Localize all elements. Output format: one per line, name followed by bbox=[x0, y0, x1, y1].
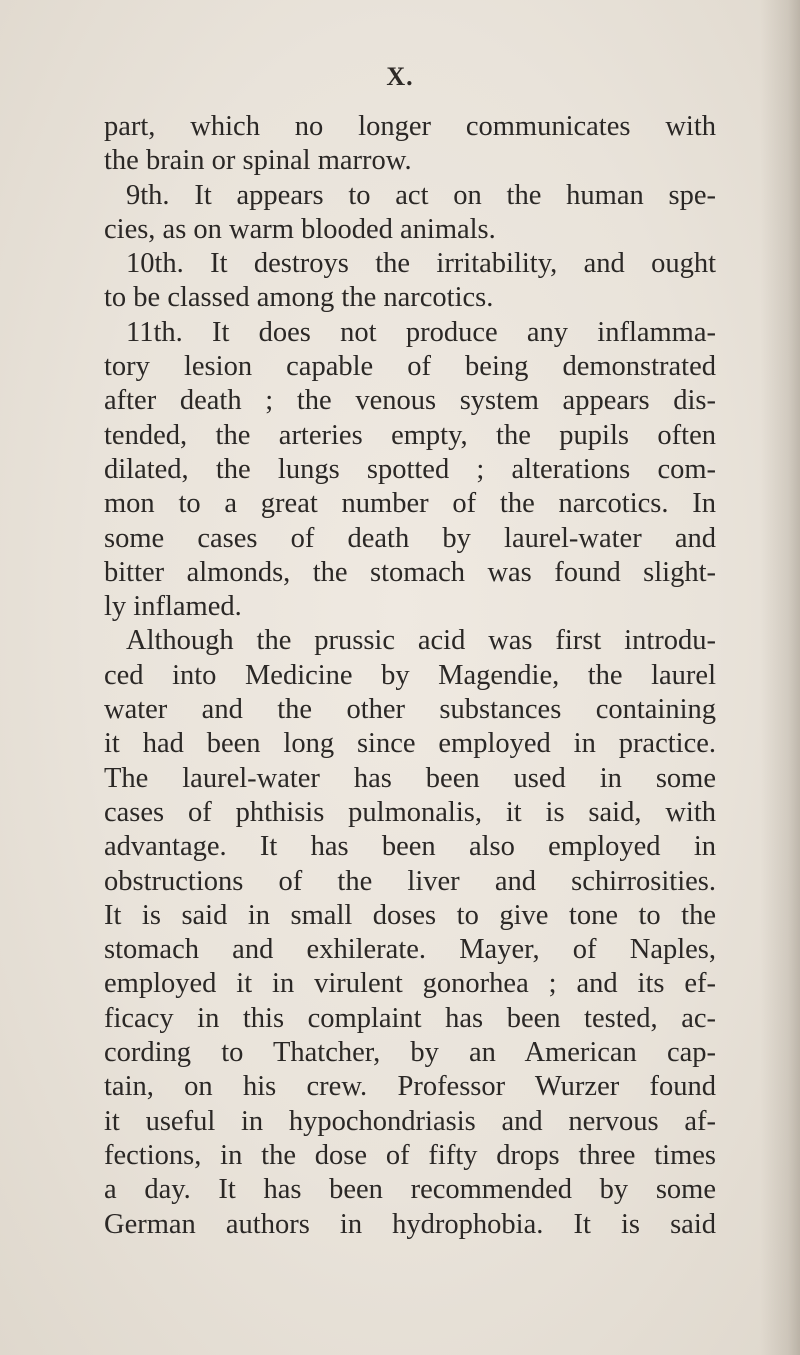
text-line: 10th. It destroys the irritability, and ought bbox=[126, 248, 716, 280]
text-line: cases of phthisis pulmonalis, it is said, with bbox=[104, 796, 716, 828]
text-line: mon to a great number of the narcotics. In bbox=[104, 488, 716, 520]
page-number: X. bbox=[386, 62, 414, 91]
text-line: 9th. It appears to act on the human spe- bbox=[126, 179, 716, 211]
text-line: fections, in the dose of fifty drops three times bbox=[104, 1139, 716, 1171]
text-line: cording to Thatcher, by an American cap- bbox=[104, 1037, 716, 1069]
text-line: 11th. It does not produce any inflamma- bbox=[126, 316, 716, 348]
text-line: a day. It has been recommended by some bbox=[104, 1174, 716, 1206]
text-line: ficacy in this complaint has been tested, ac- bbox=[104, 1002, 716, 1034]
text-line: part, which no longer communicates with bbox=[104, 111, 716, 142]
text-line: it useful in hypochondriasis and nervous af- bbox=[104, 1105, 716, 1137]
text-line: some cases of death by laurel-water and bbox=[104, 522, 716, 554]
text-line: ced into Medicine by Magendie, the laurel bbox=[104, 659, 716, 691]
body-text bbox=[104, 110, 716, 1242]
page-edge-shadow bbox=[760, 0, 800, 1355]
text-line: German authors in hydrophobia. It is said bbox=[104, 1208, 716, 1240]
text-line: to be classed among the narcotics. bbox=[104, 282, 494, 314]
text-line: bitter almonds, the stomach was found slight- bbox=[104, 556, 716, 588]
text-line: tory lesion capable of being demonstrated bbox=[104, 351, 716, 383]
text-line: water and the other substances containing bbox=[104, 694, 716, 726]
text-line: advantage. It has been also employed in bbox=[104, 831, 716, 863]
text-line: dilated, the lungs spotted ; alterations com- bbox=[104, 453, 716, 485]
text-line: cies, as on warm blooded animals. bbox=[104, 213, 496, 245]
text-line: The laurel-water has been used in some bbox=[104, 762, 716, 794]
text-line: ly inflamed. bbox=[104, 591, 242, 623]
text-line: Although the prussic acid was first introdu- bbox=[126, 625, 716, 657]
text-line: obstructions of the liver and schirrosities. bbox=[104, 865, 716, 897]
text-line: tended, the arteries empty, the pupils often bbox=[104, 419, 716, 451]
text-line: the brain or spinal marrow. bbox=[104, 145, 412, 177]
text-line: It is said in small doses to give tone to the bbox=[104, 899, 716, 931]
text-line: after death ; the venous system appears dis- bbox=[104, 385, 716, 417]
text-line: stomach and exhilerate. Mayer, of Naples, bbox=[104, 934, 716, 966]
text-line: it had been long since employed in practice. bbox=[104, 728, 716, 760]
text-line: tain, on his crew. Professor Wurzer found bbox=[104, 1071, 716, 1103]
text-line: employed it in virulent gonorhea ; and its ef- bbox=[104, 968, 716, 1000]
